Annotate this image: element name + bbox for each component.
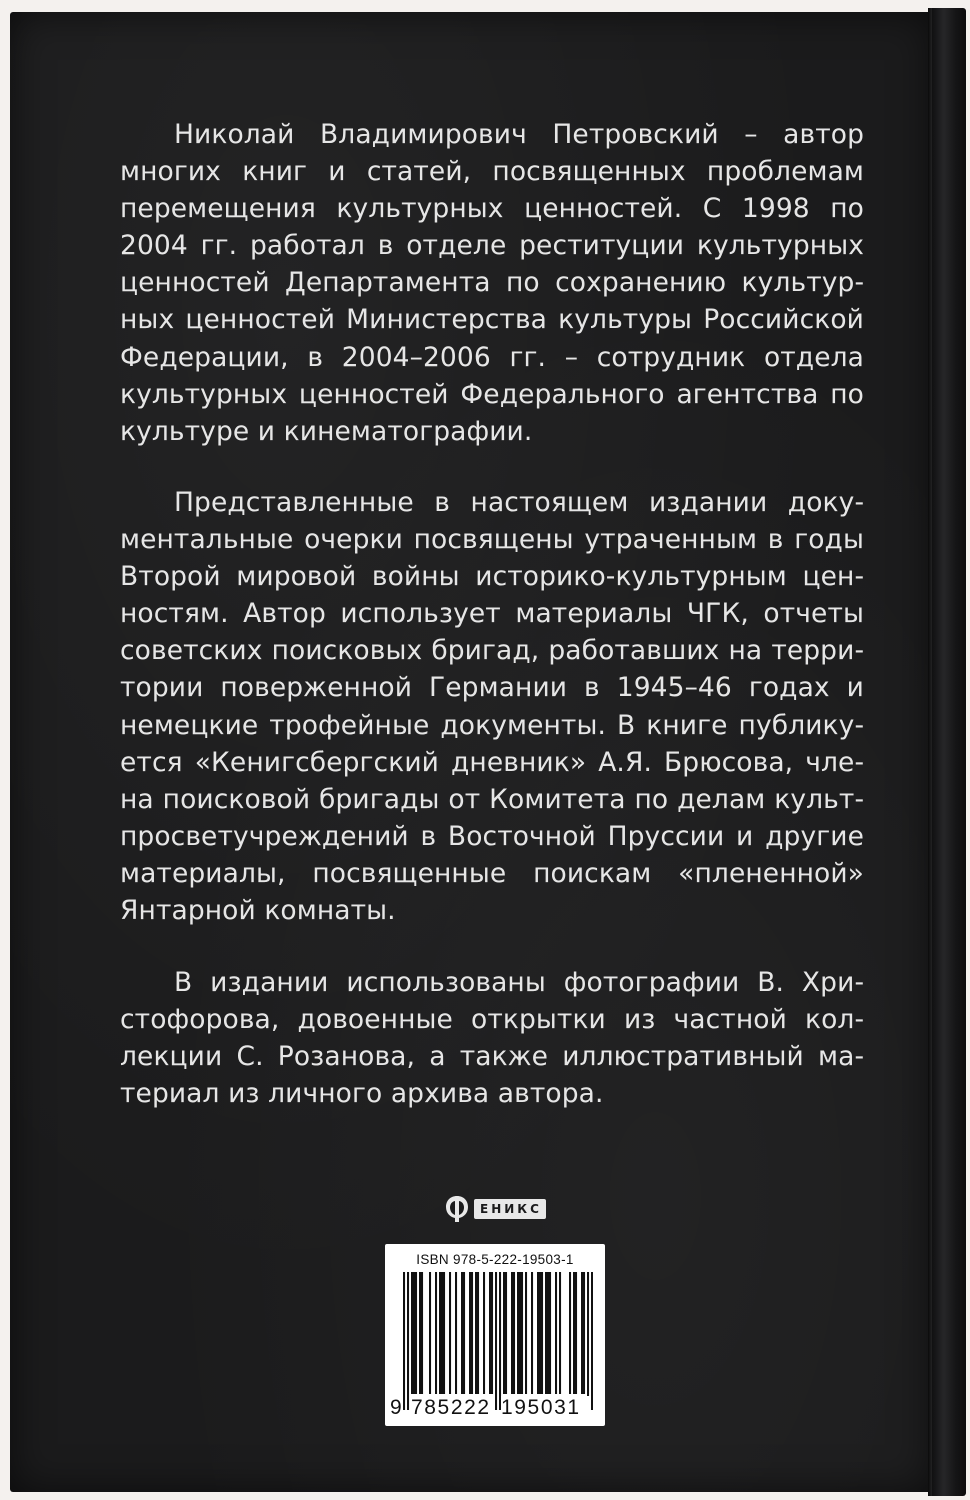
barcode-bar bbox=[555, 1272, 557, 1394]
barcode-bar bbox=[435, 1272, 437, 1394]
barcode-digit-first: 9 bbox=[390, 1396, 402, 1419]
barcode-bar bbox=[429, 1272, 431, 1394]
book-description-paragraph: Представленные в настоящем издании документальные очерки посвящены утраченным в годы Второй мировой войны историко-культурным ценностям. Автор использует материалы ЧГК, отчеты советских поисковых бригад, работавших на территории поверженной Германии в 1945–46 годах и немецкие трофейные документы. В книге публикуется «Кенигсбергский дневник» А.Я. Брюсова, члена поисковой бригады от Комитета по делам культпросветучреждений в Восточной Пруссии и другие материалы, посвященные поискам «плененной» Янтарной комнаты. bbox=[120, 487, 864, 927]
barcode-bar bbox=[531, 1272, 533, 1394]
publisher-logo bbox=[444, 1192, 548, 1226]
isbn-label: ISBN 978-5-222-19503-1 bbox=[416, 1252, 574, 1267]
barcode-bar bbox=[449, 1272, 451, 1394]
barcode-bar bbox=[537, 1272, 539, 1394]
barcode-bar bbox=[483, 1272, 485, 1394]
barcode-bar bbox=[469, 1272, 471, 1394]
author-bio-paragraph: Николай Владимирович Петровский – автор многих книг и статей, посвященных проблемам перемещения культурных ценностей. С 1998 по 2004 гг. работал в отделе реституции культурных ценностей Департамента по сохранению культурных ценностей Министерства культуры Российской Федерации, в 2004–2006 гг. – сотрудник отдела культурных ценностей Федерального агентства по культуре и кинематографии. bbox=[120, 119, 864, 447]
barcode-bar bbox=[549, 1272, 551, 1394]
barcode-bar bbox=[539, 1272, 541, 1394]
barcode-digits bbox=[385, 1390, 605, 1422]
barcode-bar bbox=[559, 1272, 561, 1394]
barcode-bar bbox=[441, 1272, 443, 1394]
barcode-bar bbox=[583, 1272, 585, 1394]
barcode-bar bbox=[545, 1272, 547, 1394]
barcode-bar bbox=[573, 1272, 575, 1394]
book-spine bbox=[932, 8, 966, 1496]
barcode-bar bbox=[411, 1272, 413, 1394]
barcode-bar bbox=[463, 1272, 465, 1394]
barcode-bar bbox=[439, 1272, 441, 1394]
barcode-bar bbox=[581, 1272, 583, 1394]
barcode-digits-right-group: 195031 bbox=[501, 1396, 591, 1420]
illustrations-credit-paragraph: В издании использованы фотографии В. Христофорова, довоенные открытки из частной коллекции С. Розанова, а также иллюстративный материал из личного архива автора. bbox=[120, 967, 864, 1110]
isbn-barcode bbox=[385, 1244, 605, 1426]
barcode-bar bbox=[421, 1272, 423, 1394]
barcode-bar bbox=[511, 1272, 513, 1394]
barcode-bar bbox=[517, 1272, 519, 1394]
barcode-bar bbox=[513, 1272, 515, 1394]
barcode-bar bbox=[547, 1272, 549, 1394]
barcode-digits-left-group: 785222 bbox=[411, 1396, 495, 1420]
barcode-bar bbox=[491, 1272, 493, 1394]
barcode-bar bbox=[413, 1272, 415, 1394]
barcode-bar bbox=[569, 1272, 571, 1394]
barcode-bar bbox=[475, 1272, 477, 1394]
barcode-bar bbox=[443, 1272, 445, 1394]
phoenix-f-icon bbox=[444, 1194, 470, 1224]
barcode-bar bbox=[541, 1272, 543, 1394]
barcode-bar bbox=[521, 1272, 523, 1394]
barcode-bar bbox=[477, 1272, 479, 1394]
barcode-bar bbox=[575, 1272, 577, 1394]
barcode-bar bbox=[455, 1272, 457, 1394]
barcode-bar bbox=[471, 1272, 473, 1394]
barcode-bar bbox=[461, 1272, 463, 1394]
publisher-logo-text: ЕНИКС bbox=[474, 1199, 546, 1219]
barcode-bar bbox=[525, 1272, 527, 1394]
barcode-bar bbox=[519, 1272, 521, 1394]
barcode-bar bbox=[503, 1272, 505, 1394]
barcode-bar bbox=[505, 1272, 507, 1394]
barcode-bar bbox=[489, 1272, 491, 1394]
barcode-bar bbox=[419, 1272, 421, 1394]
barcode-bar bbox=[415, 1272, 417, 1394]
